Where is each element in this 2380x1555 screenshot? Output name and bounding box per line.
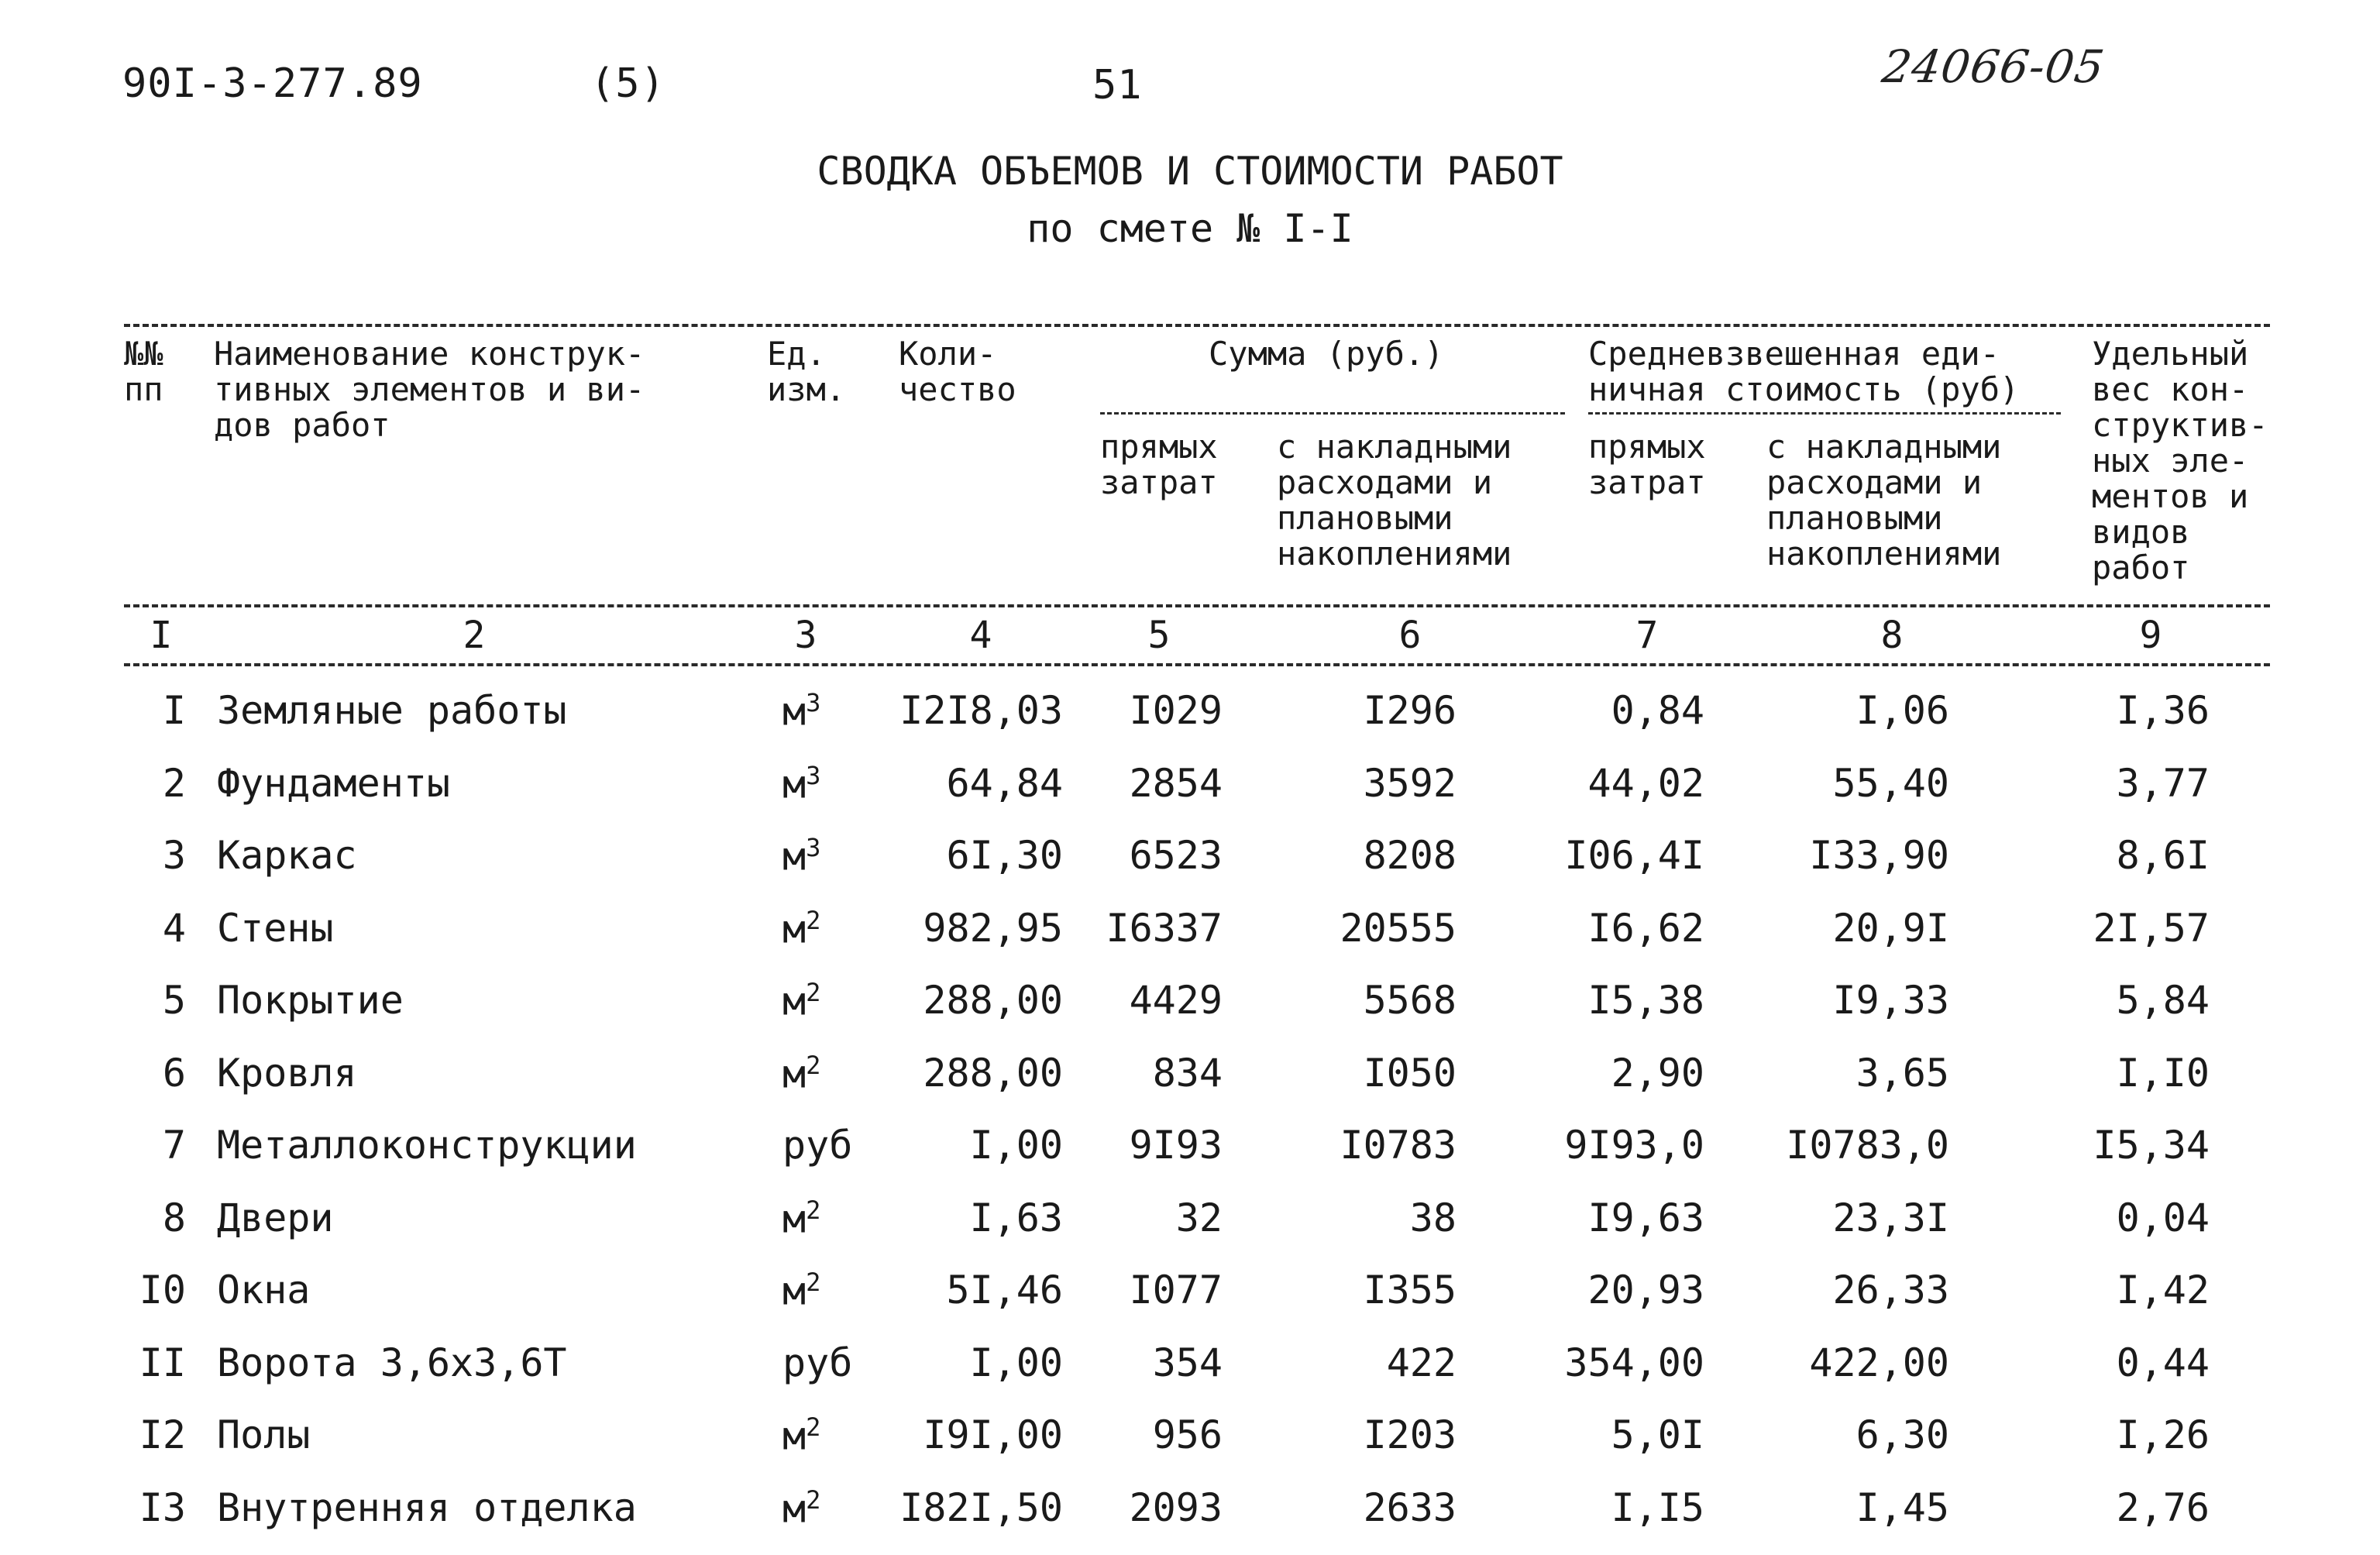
row-unit	[782, 833, 820, 879]
row-unit	[782, 1195, 820, 1242]
header-name: Наименование конструк- тивных элементов и ви- дов работ	[214, 335, 645, 444]
row-sum-direct: 2854	[1129, 760, 1223, 806]
unit-exponent: 2	[806, 978, 821, 1007]
header-quantity: Коли- чество	[899, 335, 1016, 408]
header-top-rule	[124, 324, 2270, 327]
unit-exponent: 2	[806, 905, 821, 935]
row-avg-direct: 5,0I	[1611, 1412, 1704, 1457]
row-avg-direct: 9I93,0	[1564, 1123, 1704, 1168]
row-unit	[782, 1340, 852, 1385]
unit-base: м	[782, 1413, 807, 1459]
unit-exponent: 3	[806, 760, 821, 790]
row-avg-overhead: I9,33	[1832, 978, 1949, 1023]
header-avg-direct: прямых затрат	[1588, 428, 1706, 501]
row-sum-direct: 4429	[1129, 978, 1223, 1023]
row-number: 4	[162, 905, 186, 951]
row-avg-overhead: I0783,0	[1786, 1123, 1949, 1168]
row-specific-weight: 0,44	[2116, 1340, 2210, 1385]
column-number: 6	[1398, 614, 1422, 657]
row-quantity: I82I,50	[899, 1484, 1063, 1530]
row-quantity: I9I,00	[923, 1412, 1063, 1457]
row-specific-weight: 2,76	[2116, 1484, 2210, 1530]
row-avg-overhead: 26,33	[1832, 1268, 1949, 1312]
header-avg-group: Средневзвешенная еди- ничная стоимость (руб)	[1588, 335, 2020, 408]
header-sum-group: Сумма (руб.)	[1209, 335, 1444, 373]
row-sum-direct: I029	[1129, 688, 1223, 733]
unit-base: руб	[782, 1123, 853, 1168]
unit-base: м	[782, 689, 807, 734]
row-specific-weight: I,36	[2116, 688, 2210, 733]
column-number: 9	[2139, 614, 2162, 657]
column-number: I	[150, 614, 173, 657]
column-number: 3	[794, 614, 817, 657]
row-quantity: 6I,30	[946, 833, 1063, 878]
row-number: II	[139, 1340, 186, 1385]
row-quantity: 288,00	[923, 978, 1063, 1023]
unit-base: руб	[782, 1340, 853, 1385]
row-quantity: I,00	[969, 1340, 1063, 1385]
row-avg-direct: 354,00	[1564, 1340, 1704, 1385]
sum-group-rule	[1100, 412, 1565, 415]
column-number: 8	[1880, 614, 1904, 657]
row-sum-overhead: 422	[1386, 1340, 1457, 1385]
row-unit	[782, 1412, 820, 1459]
row-name: Кровля	[217, 1050, 357, 1096]
row-quantity: I2I8,03	[899, 688, 1063, 733]
header-unit: Ед. изм.	[767, 335, 846, 408]
page-number: 51	[1092, 62, 1143, 108]
column-number: 5	[1147, 614, 1171, 657]
row-specific-weight: 0,04	[2116, 1195, 2210, 1240]
row-number: I0	[139, 1268, 186, 1312]
row-name: Каркас	[217, 833, 357, 878]
row-quantity: I,63	[969, 1195, 1063, 1240]
unit-base: м	[782, 1486, 807, 1532]
avg-group-rule	[1588, 412, 2061, 415]
row-unit	[782, 761, 820, 807]
row-sum-overhead: 20555	[1340, 905, 1457, 951]
row-sum-overhead: I203	[1363, 1412, 1457, 1457]
row-number: I2	[139, 1412, 186, 1457]
row-avg-overhead: 422,00	[1809, 1340, 1949, 1385]
row-avg-direct: I06,4I	[1564, 833, 1704, 878]
row-specific-weight: 2I,57	[2093, 905, 2210, 951]
row-unit	[782, 688, 820, 734]
row-sum-direct: I077	[1129, 1268, 1223, 1312]
unit-base: м	[782, 907, 807, 952]
row-sum-overhead: 3592	[1363, 760, 1457, 806]
row-avg-overhead: 55,40	[1832, 760, 1949, 806]
row-avg-direct: 44,02	[1587, 760, 1704, 806]
row-number: I3	[139, 1484, 186, 1530]
row-name: Ворота 3,6х3,6Т	[217, 1340, 567, 1385]
row-quantity: 64,84	[946, 760, 1063, 806]
row-avg-direct: 0,84	[1611, 688, 1704, 733]
row-sum-overhead: 8208	[1363, 833, 1457, 878]
row-name: Внутренняя отделка	[217, 1484, 637, 1530]
row-unit	[782, 978, 820, 1024]
unit-exponent: 2	[806, 1195, 821, 1225]
row-specific-weight: I,26	[2116, 1412, 2210, 1457]
row-name: Полы	[217, 1412, 311, 1457]
unit-base: м	[782, 1051, 807, 1097]
row-unit	[782, 906, 820, 952]
header-number: №№ пп	[124, 335, 163, 408]
unit-base: м	[782, 1196, 807, 1242]
column-numbers-rule	[124, 663, 2270, 666]
row-sum-overhead: 2633	[1363, 1484, 1457, 1530]
row-name: Двери	[217, 1195, 334, 1240]
unit-base: м	[782, 1268, 807, 1314]
row-number: I	[162, 688, 186, 733]
unit-exponent: 3	[806, 688, 821, 717]
row-avg-direct: I9,63	[1587, 1195, 1704, 1240]
row-sum-direct: 32	[1175, 1195, 1223, 1240]
header-sum-overhead: с накладными расходами и плановыми накоплениями	[1277, 428, 1512, 573]
row-specific-weight: 8,6I	[2116, 833, 2210, 878]
row-quantity: 288,00	[923, 1050, 1063, 1096]
unit-exponent: 2	[806, 1484, 821, 1515]
row-avg-direct: I6,62	[1587, 905, 1704, 951]
row-name: Металлоконструкции	[217, 1123, 637, 1168]
column-number: 7	[1635, 614, 1659, 657]
row-sum-overhead: 38	[1409, 1195, 1457, 1240]
row-avg-overhead: I,45	[1856, 1484, 1949, 1530]
row-avg-overhead: 6,30	[1856, 1412, 1949, 1457]
row-avg-overhead: I,06	[1856, 688, 1949, 733]
header-sum-direct: прямых затрат	[1100, 428, 1218, 501]
unit-base: м	[782, 762, 807, 807]
document-code: 90I-3-277.89	[122, 60, 423, 107]
header-specific-weight: Удельный вес кон- структив- ных эле- ментов и видов работ	[2092, 335, 2268, 587]
row-number: 5	[162, 978, 186, 1023]
row-quantity: I,00	[969, 1123, 1063, 1168]
row-sum-overhead: I296	[1363, 688, 1457, 733]
column-number: 2	[463, 614, 486, 657]
row-sum-direct: I6337	[1106, 905, 1223, 951]
row-number: 3	[162, 833, 186, 878]
row-avg-overhead: 20,9I	[1832, 905, 1949, 951]
row-avg-overhead: 3,65	[1856, 1050, 1949, 1096]
unit-base: м	[782, 834, 807, 879]
row-name: Земляные работы	[217, 688, 567, 733]
row-quantity: 982,95	[923, 905, 1063, 951]
row-avg-direct: I5,38	[1587, 978, 1704, 1023]
document-part: (5)	[590, 60, 666, 107]
row-name: Окна	[217, 1268, 311, 1312]
row-avg-overhead: 23,3I	[1832, 1195, 1949, 1240]
row-name: Стены	[217, 905, 334, 951]
row-avg-direct: 2,90	[1611, 1050, 1704, 1096]
row-sum-overhead: I0783	[1340, 1123, 1457, 1168]
row-number: 2	[162, 760, 186, 806]
table-subtitle: по смете № I-I	[1027, 206, 1353, 251]
row-avg-overhead: I33,90	[1809, 833, 1949, 878]
header-avg-overhead: с накладными расходами и плановыми накоплениями	[1766, 428, 2002, 573]
row-sum-direct: 354	[1152, 1340, 1223, 1385]
row-quantity: 5I,46	[946, 1268, 1063, 1312]
unit-exponent: 3	[806, 833, 821, 862]
row-unit	[782, 1268, 820, 1314]
row-sum-overhead: I050	[1363, 1050, 1457, 1096]
row-sum-direct: 6523	[1129, 833, 1223, 878]
row-avg-direct: I,I5	[1611, 1484, 1704, 1530]
row-specific-weight: I,I0	[2116, 1050, 2210, 1096]
column-number: 4	[969, 614, 992, 657]
row-number: 7	[162, 1123, 186, 1168]
header-bottom-rule	[124, 604, 2270, 607]
row-sum-direct: 956	[1152, 1412, 1223, 1457]
unit-exponent: 2	[806, 1050, 821, 1080]
row-unit	[782, 1123, 852, 1168]
row-unit	[782, 1051, 820, 1097]
unit-exponent: 2	[806, 1268, 821, 1297]
row-sum-direct: 834	[1152, 1050, 1223, 1096]
unit-base: м	[782, 979, 807, 1024]
handwritten-number: 24066-05	[1879, 40, 2108, 93]
row-sum-direct: 9I93	[1129, 1123, 1223, 1168]
row-sum-overhead: I355	[1363, 1268, 1457, 1312]
row-specific-weight: I5,34	[2093, 1123, 2210, 1168]
row-unit	[782, 1485, 820, 1532]
row-number: 6	[162, 1050, 186, 1096]
row-number: 8	[162, 1195, 186, 1240]
row-name: Покрытие	[217, 978, 404, 1023]
table-title: СВОДКА ОБЪЕМОВ И СТОИМОСТИ РАБОТ	[817, 149, 1563, 194]
unit-exponent: 2	[806, 1412, 821, 1442]
row-specific-weight: I,42	[2116, 1268, 2210, 1312]
row-sum-direct: 2093	[1129, 1484, 1223, 1530]
row-specific-weight: 5,84	[2116, 978, 2210, 1023]
row-sum-overhead: 5568	[1363, 978, 1457, 1023]
row-specific-weight: 3,77	[2116, 760, 2210, 806]
row-avg-direct: 20,93	[1587, 1268, 1704, 1312]
row-name: Фундаменты	[217, 760, 451, 806]
